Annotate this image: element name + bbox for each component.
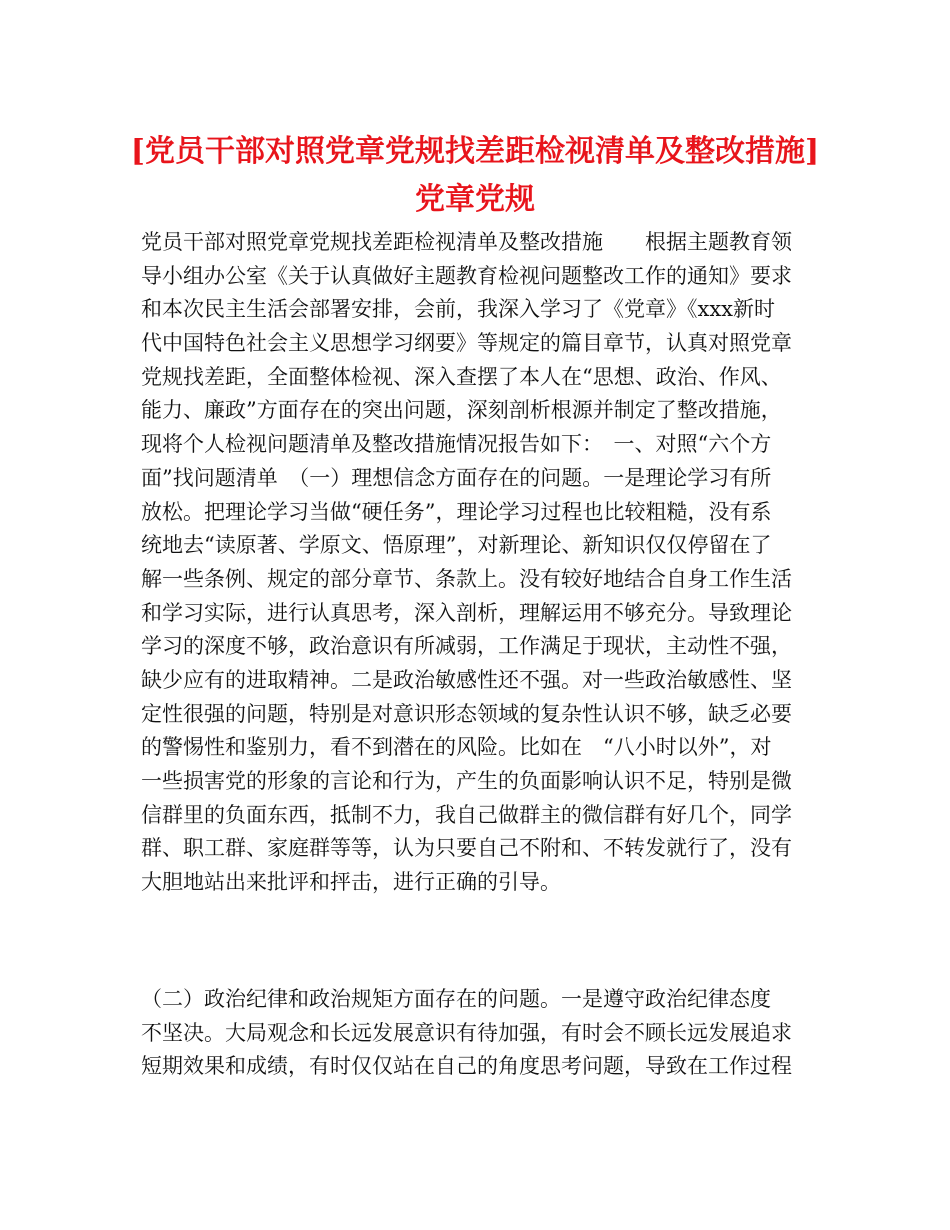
text-line: 一些损害党的形象的言论和行为，产生的负面影响认识不足，特别是微 <box>141 769 792 793</box>
text-line: （二）政治纪律和政治规矩方面存在的问题。一是遵守政治纪律态度 <box>141 987 771 1011</box>
text-line: 党员干部对照党章党规找差距检视清单及整改措施 根据主题教育领 <box>141 230 792 254</box>
body-paragraph-1 <box>141 226 813 900</box>
text-line: 信群里的负面东西，抵制不力，我自己做群主的微信群有好几个，同学 <box>141 802 792 827</box>
body-paragraph-2 <box>141 983 813 1084</box>
text-line: 的警惕性和鉴别力，看不到潜在的风险。比如在 “八小时以外”，对 <box>141 735 772 760</box>
text-line: 代中国特色社会主义思想学习纲要》等规定的篇目章节，认真对照党章 <box>141 331 792 356</box>
document-title-line-2: 党章党规 <box>415 182 535 217</box>
document-title-line-1: [党员干部对照党章党规找差距检视清单及整改措施] <box>130 134 820 169</box>
text-line: 放松。把理论学习当做“硬任务”，理论学习过程也比较粗糙，没有系 <box>141 499 772 524</box>
text-line: 和学习实际，进行认真思考，深入剖析，理解运用不够充分。导致理论 <box>141 600 792 625</box>
text-line: 大胆地站出来批评和抨击，进行正确的引导。 <box>141 870 561 895</box>
text-line: 党规找差距，全面整体检视、深入查摆了本人在“思想、政治、作风、 <box>141 364 782 389</box>
text-line: 不坚决。大局观念和长远发展意识有待加强，有时会不顾长远发展追求 <box>141 1020 792 1045</box>
text-line: 和本次民主生活会部署安排，会前，我深入学习了《党章》《xxx新时 <box>141 297 776 322</box>
text-line: 现将个人检视问题清单及整改措施情况报告如下： 一、对照“六个方 <box>141 432 772 457</box>
text-line: 缺少应有的进取精神。二是政治敏感性还不强。对一些政治敏感性、坚 <box>141 667 792 692</box>
text-line: 面”找问题清单 （一）理想信念方面存在的问题。一是理论学习有所 <box>141 465 772 490</box>
text-line: 解一些条例、规定的部分章节、条款上。没有较好地结合自身工作生活 <box>141 566 792 591</box>
text-line: 定性很强的问题，特别是对意识形态领域的复杂性认识不够，缺乏必要 <box>141 701 792 726</box>
text-line: 群、职工群、家庭群等等，认为只要自己不附和、不转发就行了，没有 <box>141 836 792 861</box>
text-line: 统地去“读原著、学原文、悟原理”，对新理论、新知识仅仅停留在了 <box>141 533 772 558</box>
text-line: 导小组办公室《关于认真做好主题教育检视问题整改工作的通知》要求 <box>141 263 792 288</box>
text-line: 能力、廉政”方面存在的突出问题，深刻剖析根源并制定了整改措施， <box>141 398 782 423</box>
text-line: 短期效果和成绩，有时仅仅站在自己的角度思考问题，导致在工作过程 <box>141 1054 792 1079</box>
text-line: 学习的深度不够，政治意识有所减弱，工作满足于现状，主动性不强， <box>141 634 792 659</box>
